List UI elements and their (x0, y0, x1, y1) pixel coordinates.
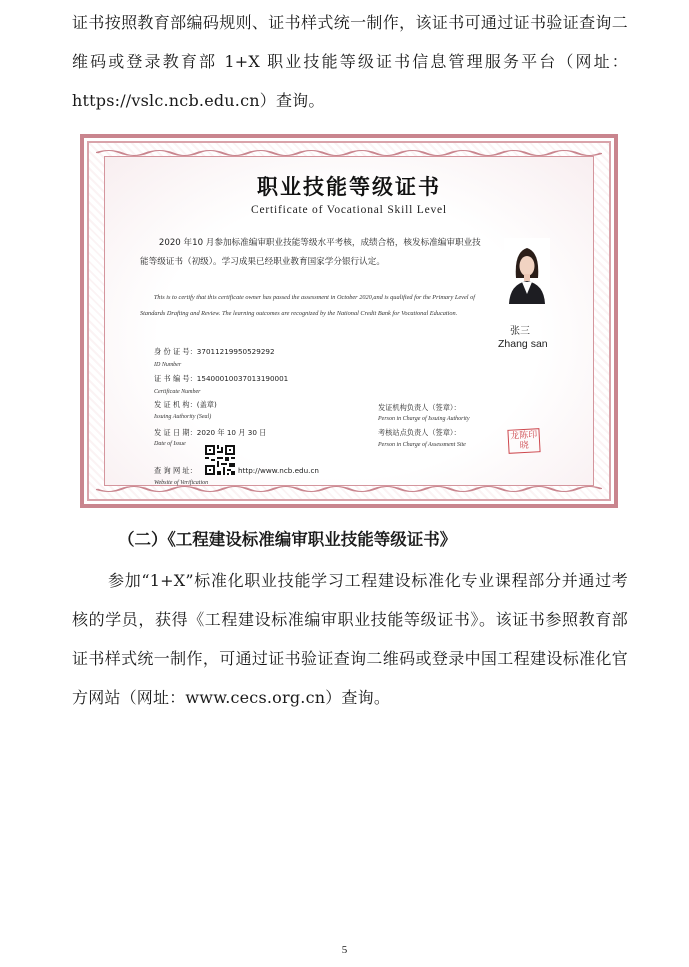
certificate-image (72, 126, 626, 516)
id-number-label: 身 份 证 号： (154, 347, 197, 356)
certificate-title: 职业技能等级证书 (257, 175, 441, 199)
issuer-head-label: 发证机构负责人（签章）： (378, 403, 461, 412)
verification-label: 查 询 网 址： (154, 466, 197, 475)
holder-photo (504, 238, 550, 304)
certificate-number-label: 证 书 编 号： (154, 374, 197, 383)
issuing-authority-label: 发 证 机 构：(盖章) (154, 400, 217, 409)
holder-name-english: Zhang san (498, 338, 548, 350)
paragraph-top: 证书按照教育部编码规则、证书样式统一制作，该证书可通过证书验证查询二维码或登录教育部 1+X 职业技能等级证书信息管理服务平台（网址：https://vslc.ncb.edu.cn）查询。 (72, 13, 628, 110)
seal-stamp: 龙陈印晓 (507, 428, 540, 454)
issuing-authority-label-english: Issuing Authority (Seal) (154, 414, 212, 420)
certificate-number-field (154, 374, 288, 384)
paragraph-bottom: 参加“1+X”标准化职业技能学习工程建设标准化专业课程部分并通过考核的学员，获得《工程建设标准编审职业技能等级证书》。该证书参照教育部证书样式统一制作，可通过证书验证查询二维码或登录中国工程建设标准化官方网站（网址：www.cecs.org.cn）查询。 (72, 571, 628, 707)
id-number-value: 370112199505292​92 (196, 347, 275, 356)
site-head-label-english: Person in Charge of Assessment Site (378, 442, 466, 448)
certificate-number-label-english: Certificate Number (154, 389, 201, 395)
id-number-field (154, 347, 275, 357)
issue-date-label-english: Date of Issue (154, 441, 186, 447)
certificate-number-value: 15400010037013190001 (196, 374, 289, 383)
id-number-label-english: ID Number (154, 362, 182, 368)
certificate-body-chinese: 2020 年10 月参加标准编审职业技能等级水平考核，成绩合格，核发标准编审职业技能等级证书（初级）。学习成果已经职业教育国家学分银行认定。 (140, 238, 481, 267)
certificate-body-english: This is to certify that this certificate owner has passed the assessment in October 2020,and is qualified for the Primary Level of Standards Drafting and Review. The learning outcomes are recognized by the National Credit Bank for Vocational Education. (140, 294, 475, 317)
qr-code (205, 445, 235, 475)
certificate-title-english: Certificate of Vocational Skill Level (251, 204, 447, 216)
issue-date-field (154, 428, 266, 438)
issuer-head-label-english: Person in Charge of Issuing Authority (378, 416, 470, 422)
issue-date-value: 2020 年 10 月 30 日 (196, 428, 267, 437)
verification-url: http://www.ncb.edu.cn (238, 466, 319, 475)
section-heading: （二）《工程建设标准编审职业技能等级证书》 (118, 530, 457, 549)
verification-label-english: Website of Verification (154, 480, 209, 486)
issue-date-label: 发 证 日 期： (154, 428, 197, 437)
site-head-label: 考核站点负责人（签章）： (378, 428, 461, 437)
page-number: 5 (341, 944, 348, 956)
holder-name-chinese: 张三 (510, 326, 530, 337)
